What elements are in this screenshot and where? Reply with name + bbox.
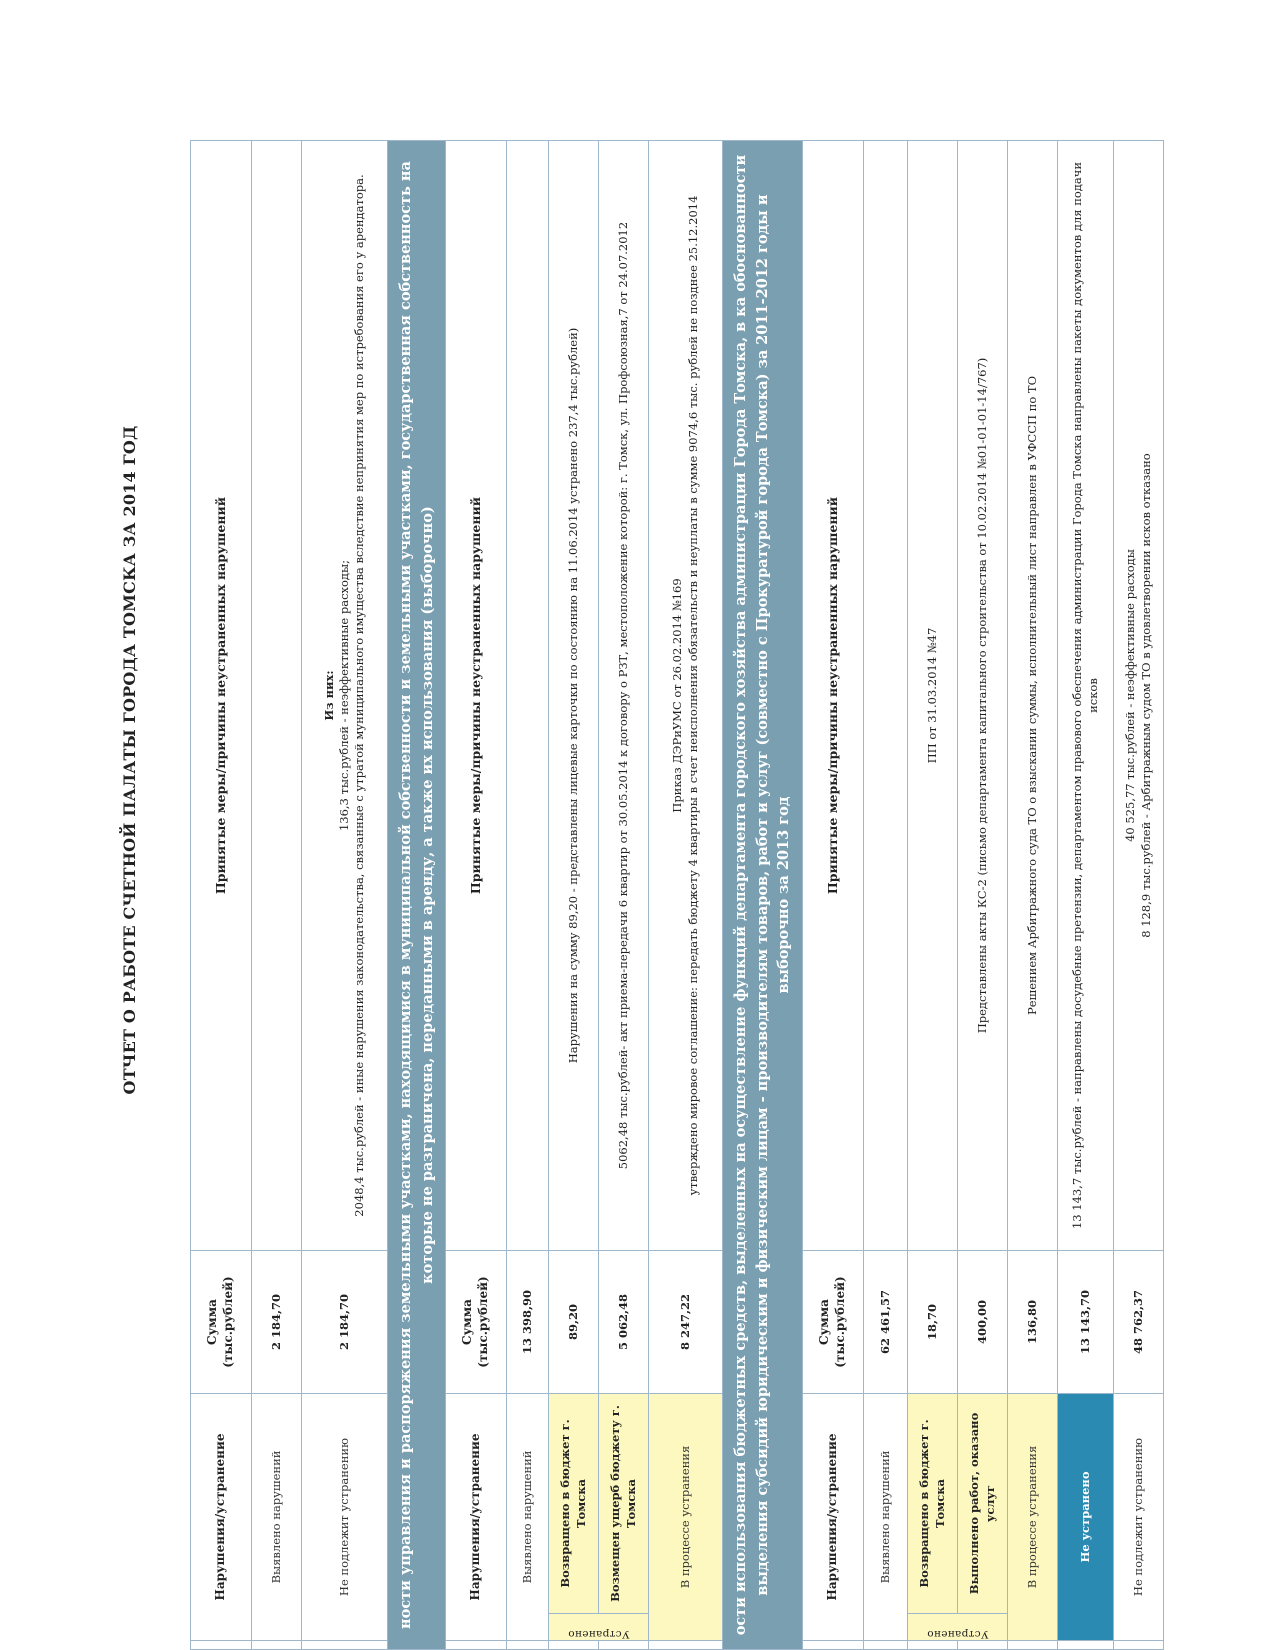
status-cell: Выявлено нарушений	[252, 1394, 302, 1641]
status-cell: Возмещен ущерб бюджету г. Томска	[599, 1394, 649, 1614]
stub-cell	[958, 1641, 1008, 1650]
measures-text: утверждено мировое соглашение: передать бюджету 4 квартиры в счет неисполнения обязательств и неуплаты в сумме 9074,6 тыс. рублей не позднее 25.12.2014	[685, 195, 700, 1196]
sum-cell: 2 184,70	[252, 1251, 302, 1394]
measures-cell	[649, 141, 723, 1251]
sum-cell: 8 247,22	[649, 1251, 723, 1394]
table-row	[549, 141, 599, 1650]
table-row	[649, 141, 723, 1650]
table-row	[958, 141, 1008, 1650]
table-row	[507, 141, 549, 1650]
measures-head: Из них:	[321, 670, 336, 721]
page-title: ОТЧЕТ О РАБОТЕ СЧЕТНОЙ ПАЛАТЫ ГОРОДА ТОМСКА ЗА 2014 ГОД	[120, 425, 139, 1095]
sum-cell: 62 461,57	[864, 1251, 908, 1394]
status-cell: Выполнено работ, оказано услуг	[958, 1394, 1008, 1614]
table-header-row	[191, 141, 252, 1650]
group-label-ustraneno: Устранено	[926, 1628, 989, 1640]
measures-cell: 13 143,7 тыс.рублей - направлены досудебные претензии, департаментом правового обеспечения администрации Города Томска направлены пакеты документов для подачи исков	[1058, 141, 1114, 1251]
header-sum: Сумма (тыс.рублей)	[446, 1251, 507, 1394]
table-header-row	[803, 141, 864, 1650]
header-measures: Принятые меры/причины неустраненных нарушений	[446, 141, 507, 1251]
header-status: Нарушения/устранение	[191, 1394, 252, 1641]
measures-cell	[864, 141, 908, 1251]
status-cell: Выявлено нарушений	[864, 1394, 908, 1641]
sum-cell: 48 762,37	[1114, 1251, 1164, 1394]
measures-cell	[507, 141, 549, 1251]
header-measures: Принятые меры/причины неустраненных нарушений	[191, 141, 252, 1251]
stub-cell	[864, 1641, 908, 1650]
table-row	[1008, 141, 1058, 1650]
sum-cell: 13 398,90	[507, 1251, 549, 1394]
table-row	[1114, 141, 1164, 1650]
header-status: Нарушения/устранение	[446, 1394, 507, 1641]
stub-cell	[908, 1641, 958, 1650]
table-row	[1058, 141, 1114, 1650]
measures-cell: ПП от 31.03.2014 №47	[908, 141, 958, 1251]
table-row	[252, 141, 302, 1650]
measures-cell: Решением Арбитражного суда ТО о взыскании суммы, исполнительный лист направлен в УФССП по ТО	[1008, 141, 1058, 1251]
report-table	[190, 140, 1164, 1650]
group-label-cell	[549, 1614, 649, 1641]
status-cell: Не подлежит устранению	[302, 1394, 388, 1641]
table-row	[599, 141, 649, 1650]
section-banner	[723, 141, 803, 1650]
stub-cell	[1058, 1641, 1114, 1650]
status-cell: Возвращено в бюджет г. Томска	[908, 1394, 958, 1614]
sum-cell: 18,70	[908, 1251, 958, 1394]
sum-cell: 2 184,70	[302, 1251, 388, 1394]
table-row	[908, 141, 958, 1650]
measures-line: Приказ ДЭРиУМС от 26.02.2014 №169	[670, 578, 685, 813]
group-label-cell	[908, 1614, 1008, 1641]
sum-cell: 13 143,70	[1058, 1251, 1114, 1394]
measures-cell	[1114, 141, 1164, 1251]
measures-text: 8 128,9 тыс.рублей - Арбитражным судом ТО в удовлетворении исков отказано	[1138, 453, 1153, 938]
stub-cell	[1114, 1641, 1164, 1650]
status-cell: В процессе устранения	[1008, 1394, 1058, 1641]
stub-cell	[803, 1641, 864, 1650]
status-cell: Выявлено нарушений	[507, 1394, 549, 1641]
stub-cell	[191, 1641, 252, 1650]
status-cell-not-fixed: Не устранено	[1058, 1394, 1114, 1641]
sum-cell: 5 062,48	[599, 1251, 649, 1394]
measures-cell: Представлены акты КС-2 (письмо департамента капитального строительства от 10.02.2014 №01-01-01-14/767)	[958, 141, 1008, 1251]
measures-line: 40 525,77 тыс.рублей - неэффективные расходы	[1123, 549, 1138, 842]
section-title: ости использования бюджетных средств, выделенных на осуществление функций департамента городского хозяйства администрации Города Томска, в ка обоснованности выделения субсидий юридическим и физическим лицам - производителям товаров, работ и услуг (совместно с Прокуратурой города Томска) за 2011-2012 годы и выборочно за 2013 год	[723, 141, 803, 1650]
stub-cell	[507, 1641, 549, 1650]
sum-cell: 136,80	[1008, 1251, 1058, 1394]
table-row	[302, 141, 388, 1650]
measures-text: 136,3 тыс.рублей - неэффективные расходы; 2048,4 тыс.рублей - иные нарушения законодательства, связанные с утратой муниципального имущества вследствие непринятия мер по истребования его у арендатора.	[336, 174, 367, 1217]
stub-cell	[649, 1641, 723, 1650]
sum-cell: 400,00	[958, 1251, 1008, 1394]
stub-cell	[549, 1641, 599, 1650]
stub-cell	[446, 1641, 507, 1650]
status-cell: Возвращено в бюджет г. Томска	[549, 1394, 599, 1614]
stub-cell	[1008, 1641, 1058, 1650]
group-label-ustraneno: Устранено	[567, 1628, 630, 1640]
header-measures: Принятые меры/причины неустраненных нарушений	[803, 141, 864, 1251]
measures-cell: 5062,48 тыс.рублей- акт приема-передачи 6 квартир от 30.05.2014 к договору о РЗТ, местоположение которой: г. Томск, ул. Профсоюзная,7 от 24.07.2012	[599, 141, 649, 1251]
stub-cell	[302, 1641, 388, 1650]
sum-cell: 89,20	[549, 1251, 599, 1394]
header-sum: Сумма (тыс.рублей)	[191, 1251, 252, 1394]
section-banner	[388, 141, 446, 1650]
measures-cell	[252, 141, 302, 1251]
table-header-row	[446, 141, 507, 1650]
header-status: Нарушения/устранение	[803, 1394, 864, 1641]
table-row	[864, 141, 908, 1650]
stub-cell	[252, 1641, 302, 1650]
measures-cell: Нарушения на сумму 89,20 - представлены лицевые карточки по состоянию на 11.06.2014 устранено 237,4 тыс.рублей)	[549, 141, 599, 1251]
measures-cell	[302, 141, 388, 1251]
stub-cell	[599, 1641, 649, 1650]
section-title: ности управления и распоряжения земельными участками, находящимися в муниципальной собственности и земельными участками, государственная собственность на которые не разграничена, переданными в аренду, а также их использования (выборочно)	[388, 141, 446, 1650]
status-cell: Не подлежит устранению	[1114, 1394, 1164, 1641]
header-sum: Сумма (тыс.рублей)	[803, 1251, 864, 1394]
status-cell: В процессе устранения	[649, 1394, 723, 1641]
